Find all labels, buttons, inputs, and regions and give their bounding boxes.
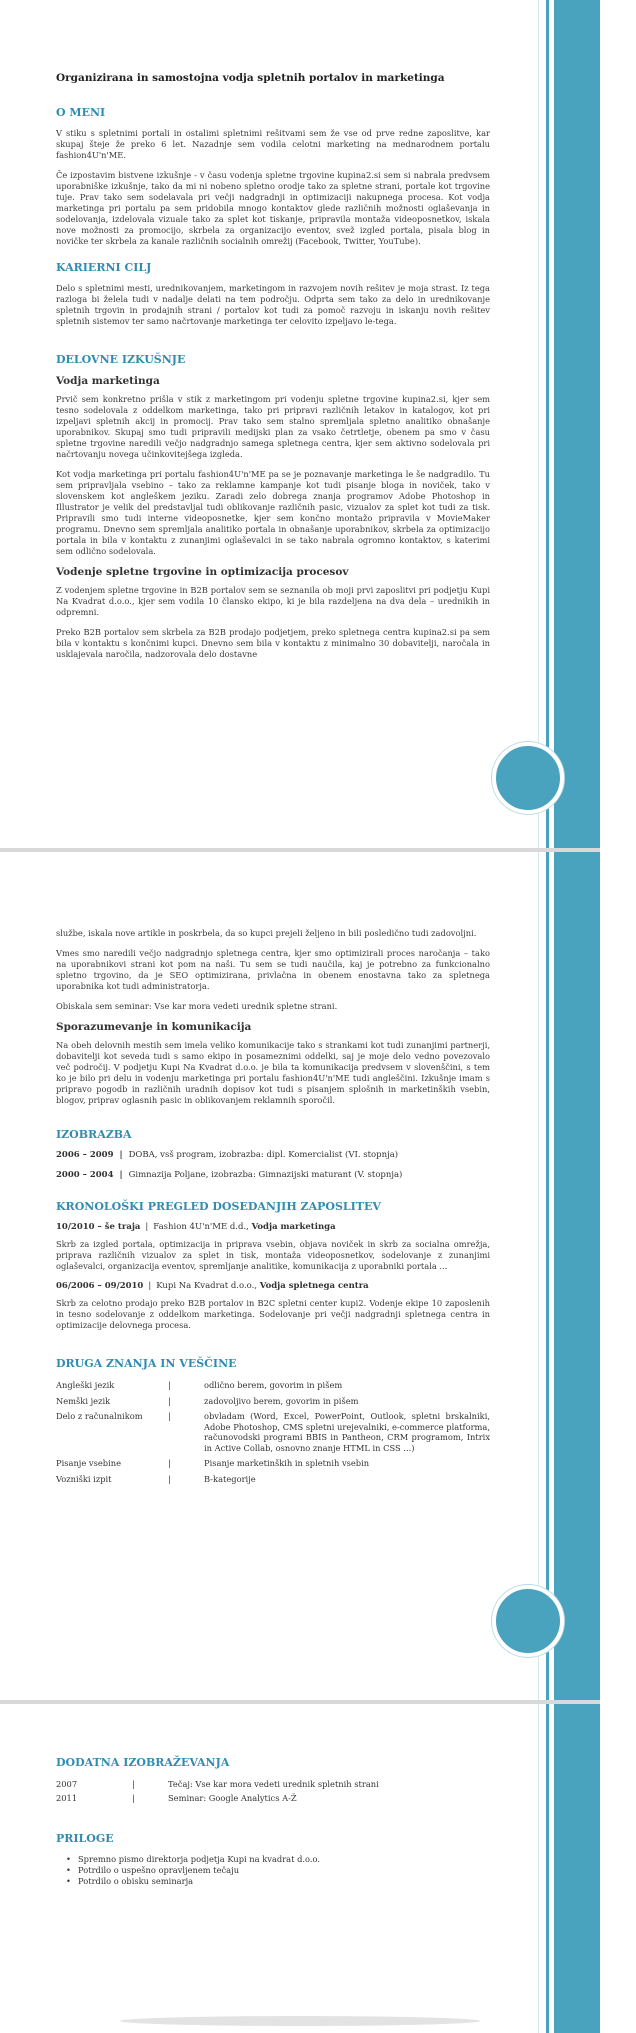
experience-paragraph: Prvič sem konkretno prišla v stik z marketingom pri vodenju spletne trgovine kupina2.si, kjer sem tesno sodelovala z oddelkom marketinga, tako pri pripravi različnih letakov in katalogov, kot pri izpeljavi spletnih akcij in promocij. Prav tako sem stalno spremljala spletno analitiko obnašanje uporabnikov. Skupaj smo tudi pripravili medijski plan za vsako četrtletje, obenem pa smo v času spletne trgovine naredili večjo nadgradnjo samega spletnega centra, kjer sem aktivno sodelovala pri načrtovanju novega učinkovitejšega izgleda. <box>56 394 490 459</box>
education-years: 2000 – 2004 <box>56 1170 114 1180</box>
decorative-circle <box>492 742 564 814</box>
skill-value: zadovoljivo berem, govorim in pišem <box>204 1395 359 1406</box>
job-description: Skrb za celotno prodajo preko B2B portalov in B2C spletni center kupi2. Vodenje ekipe 10 zaposlenih in tesno sodelovanje z oddelkom marketinga. Sodelovanje pri večji nadgradnji spletnega centra in optimizacije delovnega procesa. <box>56 1298 490 1330</box>
sidebar-thin-line <box>538 852 539 1700</box>
job-company: Fashion 4U'n'ME d.d., <box>153 1222 249 1232</box>
attachments-heading: PRILOGE <box>56 1832 114 1845</box>
separator: | <box>119 1170 123 1180</box>
experience-section <box>56 353 490 660</box>
extra-education-separator: | <box>132 1779 135 1789</box>
experience-paragraph: Na obeh delovnih mestih sem imela veliko komunikacije tako s strankami kot tudi zunanjimi partnerji, dobavitelji kot seveda tudi s samo ekipo in posameznimi oddelki, saj je moje delo vedno povezovalo več področij. V podjetju Kupi Na Kvadrat d.o.o. je bila ta komunikacija predvsem v slovenščini, s tem ko je bilo pri delu in vodenju marketinga pri portalu fashion4U'n'ME tudi angleščini. Izkušnje imam s pripravo pogodb in različnih uradnih dopisov kot tudi s pisanjem splošnih in marketinških vsebin, blogov, priprav oglasnih pasic in oblikovanjem reklamnih sporočil. <box>56 1040 490 1105</box>
extra-education-section <box>56 1756 490 1806</box>
page-2 <box>0 852 600 1700</box>
about-heading: O MENI <box>56 106 106 119</box>
goal-heading: KARIERNI CILJ <box>56 261 152 274</box>
experience-heading: DELOVNE IZKUŠNJE <box>56 353 186 366</box>
skill-row <box>56 1410 490 1457</box>
job-years: 10/2010 – še traja <box>56 1222 141 1232</box>
education-row <box>56 1150 490 1160</box>
sidebar <box>514 0 636 848</box>
skill-key: Angleški jezik <box>56 1380 115 1390</box>
education-text: DOBA, vsš program, izobrazba: dipl. Komercialist (VI. stopnja) <box>128 1150 399 1160</box>
skill-row <box>56 1473 490 1489</box>
communication-subheading: Sporazumevanje in komunikacija <box>56 1021 252 1033</box>
sidebar-line <box>546 0 549 848</box>
page-1 <box>0 0 636 848</box>
education-section <box>56 1128 490 1180</box>
skill-row <box>56 1395 490 1411</box>
history-heading: KRONOLOŠKI PREGLED DOSEDANJIH ZAPOSLITEV <box>56 1200 381 1213</box>
page-shadow <box>120 2016 480 2026</box>
sidebar-line <box>546 852 549 1700</box>
history-section <box>56 1200 490 1331</box>
extra-education-row <box>56 1792 490 1806</box>
job-role: Vodja spletnega centra <box>259 1281 369 1291</box>
page-3-content <box>56 1746 490 1901</box>
job-header <box>56 1281 490 1291</box>
education-row <box>56 1170 490 1180</box>
attachments-list <box>56 1854 490 1887</box>
experience-paragraph: Kot vodja marketinga pri portalu fashion4U'n'ME pa se je poznavanje marketinga le še nadgradilo. Tu sem pripravljala vsebino – tako za reklamne kampanje kot tudi pisanje bloga in noviček, tako v slovenskem kot angleškem jeziku. Zaradi zelo dobrega znanja programov Adobe Photoshop in Illustrator je velik del predstavljal tudi oblikovanje različnih pasic, vizualov za splet kot tudi za tisk. Pripravili smo tudi interne videoposnetke, kjer sem končno montažo pripravila v MovieMaker programu. Dnevno sem spremljala analitiko portala in obnašanje uporabnikov, skrbela za optimizacijo portala in bila v kontaktu z zunanjimi oglaševalci in se tako nabrala ogromno kontaktov, s katerimi sem odlično sodelovala. <box>56 469 490 556</box>
experience-continued <box>56 928 490 1106</box>
extra-education-heading: DODATNA IZOBRAŽEVANJA <box>56 1756 230 1769</box>
extra-education-text: Tečaj: Vse kar mora vedeti urednik spletnih strani <box>168 1779 379 1789</box>
sidebar-line <box>546 1704 549 2033</box>
about-paragraph: V stiku s spletnimi portali in ostalimi spletnimi rešitvami sem že vse od prve redne zaposlitve, kar skupaj šteje že preko 6 let. Nazadnje sem vodila celotni marketing na mednarodnem portalu fashion4U'n'ME. <box>56 128 490 160</box>
skill-value: Pisanje marketinških in spletnih vsebin <box>204 1458 370 1468</box>
about-section <box>56 106 490 247</box>
skill-separator: | <box>168 1380 171 1390</box>
experience-paragraph: Z vodenjem spletne trgovine in B2B portalov sem se seznanila ob moji prvi zaposlitvi pri podjetju Kupi Na Kvadrat d.o.o., kjer sem vodila 10 člansko ekipo, ki je bila razdeljena na dva dela – urednikih in odpremni. <box>56 585 490 617</box>
experience-paragraph: Preko B2B portalov sem skrbela za B2B prodajo podjetjem, preko spletnega centra kupina2.si pa sem bila v kontaktu s končnimi kupci. Dnevno sem bila v kontaktu z minimalno 30 dobavitelji, naročala in usklajevala naročila, nadzorovala delo dostavne <box>56 627 490 659</box>
job-years: 06/2006 – 09/2010 <box>56 1281 144 1291</box>
sidebar-band <box>554 0 636 848</box>
skill-row <box>56 1457 490 1473</box>
decorative-circle <box>492 1585 564 1657</box>
sidebar <box>514 1704 600 2033</box>
attachment-item: • Potrdilo o uspešno opravljenem tečaju <box>78 1865 490 1876</box>
experience-paragraph: Obiskala sem seminar: Vse kar mora vedeti urednik spletne strani. <box>56 1001 338 1011</box>
sidebar-band <box>554 852 600 1700</box>
sidebar-thin-line <box>538 0 539 848</box>
skills-table <box>56 1379 490 1488</box>
skill-value: odlično berem, govorim in pišem <box>204 1380 343 1390</box>
skills-section <box>56 1357 490 1488</box>
attachment-item: • Spremno pismo direktorja podjetja Kupi na kvadrat d.o.o. <box>78 1854 490 1865</box>
education-text: Gimnazija Poljane, izobrazba: Gimnazijski maturant (V. stopnja) <box>128 1170 403 1180</box>
extra-education-text: Seminar: Google Analytics A-Ž <box>168 1793 297 1803</box>
education-heading: IZOBRAZBA <box>56 1128 132 1141</box>
goal-paragraph: Delo s spletnimi mesti, urednikovanjem, marketingom in razvojem novih rešitev je moja strast. Iz tega razloga bi želela tudi v nadalje delati na tem področju. Odprta sem tako za delo in urednikovanje spletnih trgovin in prodajnih strani / portalov kot tudi za pomoč razvoju in iskanju novih rešitev spletnih sistemov ter samo načrtovanje marketinga ter celovito izpeljavo le-tega. <box>56 283 490 326</box>
sidebar-thin-line <box>538 1704 539 2033</box>
skills-heading: DRUGA ZNANJA IN VEŠČINE <box>56 1357 237 1370</box>
skill-value: B-kategorije <box>204 1473 256 1484</box>
page-1-content <box>56 72 490 674</box>
skill-key: Pisanje vsebine <box>56 1458 121 1468</box>
extra-education-separator: | <box>132 1793 135 1803</box>
extra-education-row <box>56 1778 490 1792</box>
about-paragraph: Če izpostavim bistvene izkušnje - v času vodenja spletne trgovine kupina2.si sem si nabrala predvsem uporabniške izkušnje, tako da mi ni nobeno spletno orodje tako za spletne strani, portale kot trgovine tuje. Prav tako sem sodelavala pri večji nadgradnji in optimizaciji nakupnega procesa. Kot vodja marketinga pri portalu pa sem pridobila mnogo kontaktov glede različnih možnosti oglaševanja in sodelovanja, izdelovala vizuale tako za splet kot tiskanje, pripravila montaža videoposnetkov, iskala nove možnosti za promocijo, skrbela za organizacijo eventov, svež izgled portala, pisala blog in novičke ter skrbela za kanale različnih socialnih omrežij (Facebook, Twitter, YouTube). <box>56 170 490 246</box>
skill-separator: | <box>168 1411 171 1421</box>
skill-key: Vozniški izpit <box>56 1473 112 1484</box>
candidate-name: Zoja KOCJAN <box>606 26 636 226</box>
extra-education-table <box>56 1778 490 1806</box>
shop-subheading: Vodenje spletne trgovine in optimizacija procesov <box>56 566 349 578</box>
goal-section <box>56 261 490 327</box>
experience-paragraph: službe, iskala nove artikle in poskrbela, da so kupci prejeli željeno in bili posledično tudi zadovoljni. <box>56 928 477 938</box>
extra-education-year: 2011 <box>56 1793 78 1803</box>
skill-key: Delo z računalnikom <box>56 1411 143 1421</box>
skill-value: obvladam (Word, Excel, PowerPoint, Outlook, spletni brskalniki, Adobe Photoshop, CMS spletni urejevalniki, e-commerce platforma, računovodski programi BBIS in Pantheon, CRM programom, Intrix in Active Collab, osnovno znanje HTML in CSS ...) <box>204 1411 490 1453</box>
experience-paragraph: Vmes smo naredili večjo nadgradnjo spletnega centra, kjer smo optimizirali proces naročanja – tako na uporabnikovi strani kot pom na naši. Tu sem se tudi naučila, kaj je potrebno za funkcionalno spletno trgovino, da je SEO optimizirana, privlačna in obenem enostavna tako za spletnega uporabnika kot tudi administratorja. <box>56 948 490 991</box>
skill-separator: | <box>168 1395 171 1406</box>
skill-row <box>56 1379 490 1395</box>
separator: | <box>148 1281 152 1291</box>
separator: | <box>145 1222 149 1232</box>
headline: Organizirana in samostojna vodja spletnih portalov in marketinga <box>56 72 445 84</box>
sidebar <box>514 852 600 1700</box>
sidebar-band <box>554 1704 600 2033</box>
marketing-subheading: Vodja marketinga <box>56 375 160 387</box>
page-2-content <box>56 928 490 1502</box>
job-company: Kupi Na Kvadrat d.o.o., <box>156 1281 258 1291</box>
job-header <box>56 1222 490 1232</box>
attachment-item: • Potrdilo o obisku seminarja <box>78 1876 490 1887</box>
attachments-section <box>56 1832 490 1887</box>
contact-info: Dolenčeva pot 37, 1000 Ljubljana | E-MAIL: zoja.kocjan@mojmail.si | GSM: 031 041 051 <box>614 238 624 643</box>
job-description: Skrb za izgled portala, optimizacija in priprava vsebin, objava noviček in skrb za socialna omrežja, priprava različnih vizualov za splet in tisk, montaža videoposnetkov, sodelovanje z zunanjimi oglaševalci, organizacija eventov, spremljanje analitike, komunikacija z uporabniki portala ... <box>56 1239 490 1271</box>
vertical-header <box>606 26 636 643</box>
skill-key: Nemški jezik <box>56 1395 111 1406</box>
page-3 <box>0 1704 600 2033</box>
extra-education-year: 2007 <box>56 1779 78 1789</box>
separator: | <box>119 1150 123 1160</box>
education-years: 2006 – 2009 <box>56 1150 114 1160</box>
job-role: Vodja marketinga <box>251 1222 336 1232</box>
skill-separator: | <box>168 1473 171 1484</box>
skill-separator: | <box>168 1458 171 1468</box>
